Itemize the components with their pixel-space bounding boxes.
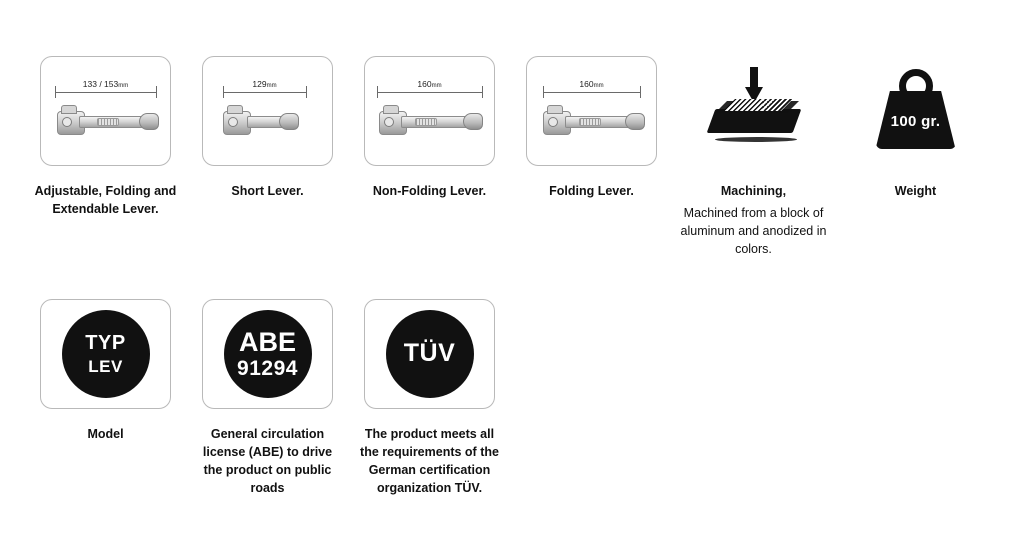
dimension-value: 160	[579, 79, 594, 89]
dimension-label	[576, 79, 606, 89]
abe-badge-tile	[202, 299, 333, 409]
dimension-tick-right	[306, 86, 307, 98]
lever-drawing	[537, 105, 647, 145]
dimension-line	[223, 92, 307, 93]
model-badge-icon	[62, 310, 150, 398]
dimension-value: 129	[252, 79, 267, 89]
dimension-line	[543, 92, 641, 93]
weight-value: 100 gr.	[890, 113, 941, 130]
feature-row-2	[40, 299, 984, 498]
block-shadow	[714, 137, 798, 142]
feature-machining	[680, 56, 827, 259]
lever-drawing	[213, 105, 323, 145]
feature-subcaption: Machined from a block of aluminum and anodized in colors.	[680, 206, 827, 257]
badge-tuv	[360, 299, 499, 498]
badge-caption: General circulation license (ABE) to drive the product on public roads	[202, 426, 333, 495]
dimension-unit: mm	[266, 83, 277, 89]
dimension-value: 160	[417, 79, 432, 89]
lever-non-folding-tile	[364, 56, 495, 166]
dimension-unit: mm	[118, 83, 129, 89]
dimension-tick-right	[640, 86, 641, 98]
feature-weight	[850, 56, 981, 200]
dimension-unit: mm	[431, 83, 442, 89]
badge-caption: Model	[87, 426, 124, 441]
lever-adjuster-knurl	[415, 118, 437, 126]
lever-tip	[463, 113, 483, 130]
lever-adjuster-knurl	[579, 118, 601, 126]
cnc-spindle	[750, 67, 758, 89]
lever-perch-top	[383, 105, 399, 114]
lever-adjustable-tile	[40, 56, 171, 166]
dimension-callout	[223, 79, 307, 97]
badge-line-1: TYP	[85, 331, 126, 354]
dimension-line	[55, 92, 157, 93]
badge-abe	[202, 299, 333, 498]
dimension-tick-left	[223, 86, 224, 98]
feature-caption: Non-Folding Lever.	[372, 184, 487, 198]
feature-folding-lever	[526, 56, 657, 200]
dimension-label	[249, 79, 279, 89]
dimension-tick-right	[482, 86, 483, 98]
badge-line-1: TÜV	[403, 339, 456, 367]
dimension-callout	[377, 79, 483, 97]
badge-line-2: 91294	[237, 356, 298, 380]
dimension-tick-left	[377, 86, 378, 98]
badge-line-1: ABE	[238, 326, 296, 357]
lever-tip	[279, 113, 299, 130]
lever-perch-top	[547, 105, 563, 114]
dimension-value: 133 / 153	[82, 79, 119, 89]
lever-tip	[139, 113, 159, 130]
dimension-label	[80, 79, 131, 89]
feature-caption: Machining,	[720, 184, 787, 198]
feature-row-1	[34, 56, 984, 259]
dimension-callout	[543, 79, 641, 97]
lever-adjuster-knurl	[97, 118, 119, 126]
lever-drawing	[51, 105, 161, 145]
feature-caption: Adjustable, Folding and Extendable Lever.	[34, 184, 177, 217]
weight-icon	[866, 65, 966, 157]
dimension-callout	[55, 79, 157, 97]
lever-adjustable-icon	[47, 65, 165, 157]
lever-short-tile	[202, 56, 333, 166]
feature-short-lever	[202, 56, 333, 200]
feature-caption: Folding Lever.	[549, 184, 634, 198]
lever-perch-top	[61, 105, 77, 114]
lever-perch-top	[227, 105, 243, 114]
machined-grooves	[723, 99, 793, 111]
dimension-tick-left	[55, 86, 56, 98]
dimension-unit: mm	[593, 83, 604, 89]
feature-adjustable-folding-extendable	[34, 56, 177, 218]
feature-non-folding-lever	[364, 56, 495, 200]
dimension-tick-right	[156, 86, 157, 98]
dimension-tick-left	[543, 86, 544, 98]
lever-short-icon	[209, 65, 327, 157]
model-badge-tile	[40, 299, 171, 409]
tuv-badge-icon	[386, 310, 474, 398]
weight-tile	[850, 56, 981, 166]
lever-tip	[625, 113, 645, 130]
cnc-machining-icon	[699, 65, 809, 157]
tuv-badge-tile	[364, 299, 495, 409]
abe-badge-icon	[224, 310, 312, 398]
feature-caption: Short Lever.	[231, 184, 304, 198]
lever-folding-icon	[533, 65, 651, 157]
badge-model	[40, 299, 171, 443]
badge-caption: The product meets all the requirements of the German certification organization TÜV.	[360, 426, 499, 495]
machining-tile	[688, 56, 819, 166]
lever-non-folding-icon	[371, 65, 489, 157]
feature-caption: Weight	[894, 184, 937, 198]
badge-line-2: LEV	[88, 356, 123, 376]
dimension-label	[414, 79, 444, 89]
lever-drawing	[375, 105, 485, 145]
lever-folding-tile	[526, 56, 657, 166]
dimension-line	[377, 92, 483, 93]
